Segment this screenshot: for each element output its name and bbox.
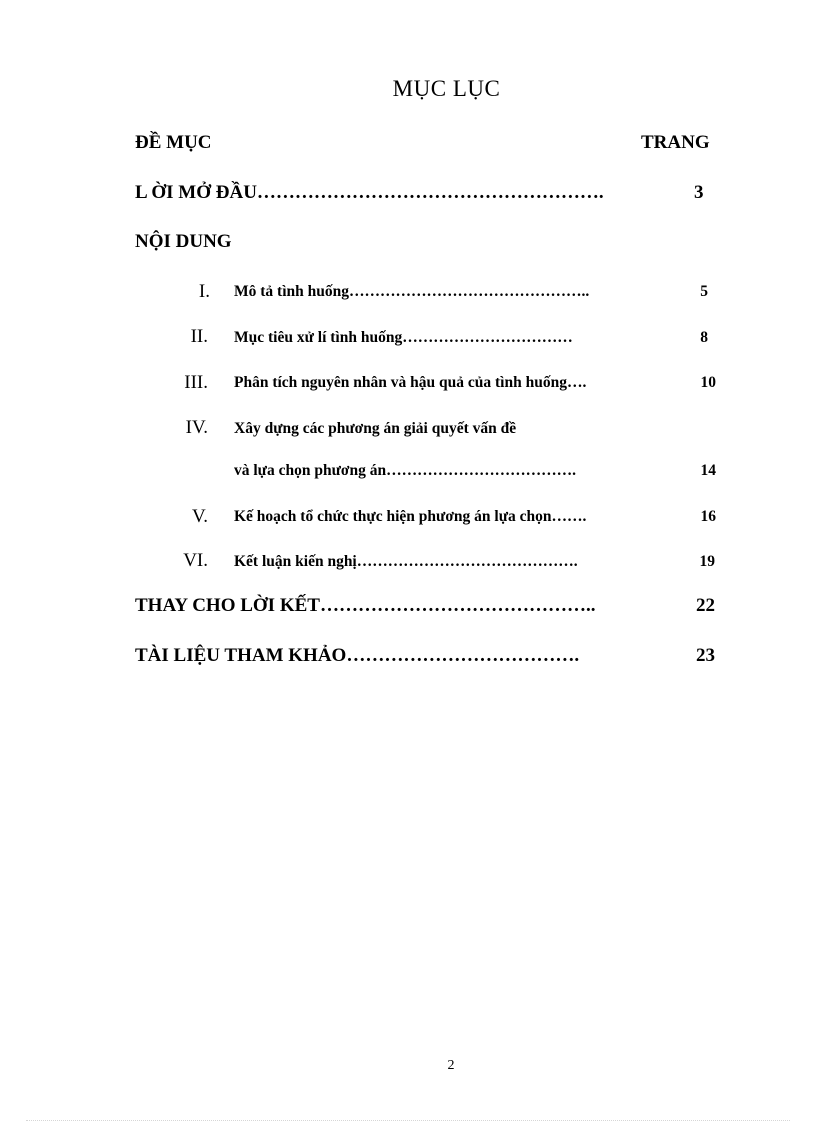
toc-page-references: 23 (696, 645, 715, 666)
toc-item-numeral: I. (198, 281, 210, 302)
toc-item-numeral: V. (191, 506, 208, 527)
toc-item-page: 19 (699, 553, 715, 570)
toc-entry-closing: THAY CHO LỜI KẾT…………………………………….. (135, 595, 596, 616)
page-number: 2 (447, 1058, 455, 1073)
toc-item-label-continued: và lựa chọn phương án………………………………. (234, 462, 576, 479)
toc-item-label: Kết luận kiến nghị……………………………………. (234, 553, 578, 570)
toc-item-label: Xây dựng các phương án giải quyết vấn đề (234, 420, 517, 437)
toc-page-closing: 22 (696, 595, 715, 616)
toc-item-label: Phân tích nguyên nhân và hậu quả của tình huống…. (234, 374, 587, 391)
toc-item-page: 16 (700, 508, 716, 525)
toc-title: MỤC LỤC (392, 76, 501, 101)
toc-item-page: 8 (700, 329, 708, 346)
toc-item-numeral: II. (190, 326, 208, 347)
toc-item-page: 10 (700, 374, 716, 391)
toc-item-label: Kế hoạch tổ chức thực hiện phương án lựa chọn……. (234, 508, 587, 525)
toc-item-label: Mô tả tình huống……………………………………….. (234, 283, 590, 300)
toc-item-numeral: III. (184, 372, 208, 393)
page-bottom-divider (26, 1120, 790, 1121)
toc-item-page: 14 (700, 462, 716, 479)
toc-item-numeral: VI. (183, 550, 208, 571)
column-header-section: ĐỀ MỤC (135, 132, 212, 153)
toc-item-label: Mục tiêu xử lí tình huống…………………………… (234, 329, 573, 346)
toc-heading-content: NỘI DUNG (135, 231, 232, 252)
toc-entry-references: TÀI LIỆU THAM KHẢO………………………………. (135, 645, 580, 666)
toc-page-intro: 3 (694, 182, 704, 203)
toc-item-numeral: IV. (185, 417, 208, 438)
toc-entry-intro: L ỜI MỞ ĐẦU………………………………………………. (135, 182, 604, 203)
column-header-page: TRANG (641, 132, 710, 153)
toc-item-page: 5 (700, 283, 708, 300)
